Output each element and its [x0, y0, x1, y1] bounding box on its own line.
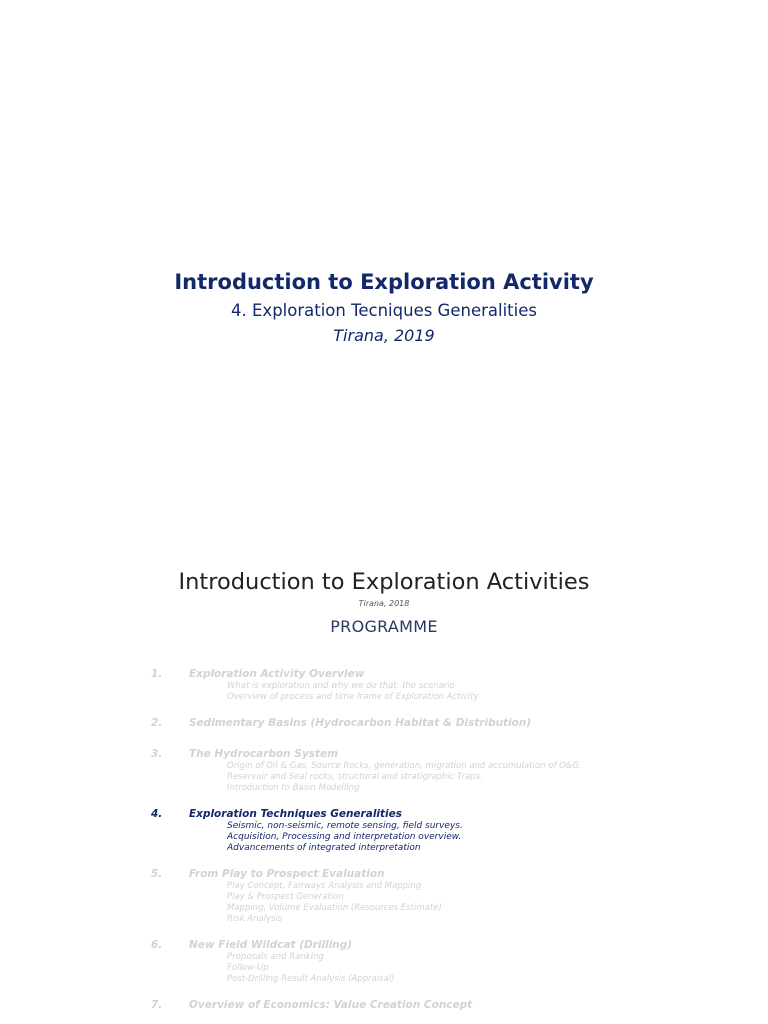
programme-item-title: Exploration Techniques Generalities — [189, 808, 403, 820]
programme-item-subtopic: Post-Drilling Result Analysis (Appraisal) — [227, 974, 395, 984]
document-title: Introduction to Exploration Activity — [174, 270, 594, 294]
cover-block — [0, 268, 768, 347]
programme-item-subtopic: Overview of process and time frame of Exploration Activity — [227, 692, 479, 702]
programme-item — [0, 998, 768, 1012]
programme-item-subtopic: Acquisition, Processing and interpretation overview. — [227, 832, 462, 842]
document-place-date: Tirana, 2019 — [333, 326, 435, 345]
slide-title: Introduction to Exploration Activities — [178, 569, 590, 595]
programme-item-number: 3. — [151, 748, 163, 760]
programme-item-subtopic: Origin of Oil & Gas, Source Rocks, generation, migration and accumulation of O&G. — [227, 761, 582, 771]
programme-item-title: From Play to Prospect Evaluation — [189, 868, 385, 880]
programme-item-number: 1. — [151, 668, 163, 680]
programme-item-subtopic: Follow-Up — [227, 963, 269, 973]
programme-item-number: 5. — [151, 868, 163, 880]
programme-item — [0, 867, 768, 925]
programme-item-subtopic: Seismic, non-seismic, remote sensing, field surveys. — [227, 821, 463, 831]
programme-item-title: Overview of Economics: Value Creation Concept — [189, 999, 473, 1011]
slide-date: Tirana, 2018 — [358, 599, 410, 608]
programme-item-subtopic: Introduction to Basin Modelling — [227, 783, 360, 793]
programme-item-title: Sedimentary Basins (Hydrocarbon Habitat & Distribution) — [189, 717, 532, 729]
programme-item-subtopic: Reservoir and Seal rocks, structural and stratigraphic Traps. — [227, 772, 483, 782]
programme-item — [0, 807, 768, 854]
programme-item — [0, 938, 768, 985]
programme-item-subtopic: Play Concept, Fairways Analysis and Mapping — [227, 881, 422, 891]
programme-item-subtopic: Proposals and Ranking — [227, 952, 324, 962]
programme-list — [0, 667, 768, 1012]
programme-item — [0, 747, 768, 794]
programme-item-subtopic: Play & Prospect Generation — [227, 892, 344, 902]
programme-item-title: Exploration Activity Overview — [189, 668, 365, 680]
programme-item-title: The Hydrocarbon System — [189, 748, 339, 760]
document-subtitle: 4. Exploration Tecniques Generalities — [231, 301, 537, 320]
programme-item-number: 6. — [151, 939, 163, 951]
programme-item-subtopic: Risk Analysis — [227, 914, 283, 924]
programme-item-subtopic: Advancements of integrated interpretation — [227, 843, 421, 853]
programme-item-number: 4. — [151, 808, 163, 820]
programme-item-title: New Field Wildcat (Drilling) — [189, 939, 353, 951]
programme-item-number: 2. — [151, 717, 163, 729]
programme-item — [0, 667, 768, 703]
programme-heading: PROGRAMME — [330, 617, 438, 636]
programme-item-subtopic: Mapping, Volume Evaluation (Resources Estimate) — [227, 903, 442, 913]
programme-item-number: 7. — [151, 999, 163, 1011]
programme-item-subtopic: What is exploration and why we do that: the scenario — [227, 681, 455, 691]
programme-item — [0, 716, 768, 730]
programme-slide-header — [0, 566, 768, 636]
